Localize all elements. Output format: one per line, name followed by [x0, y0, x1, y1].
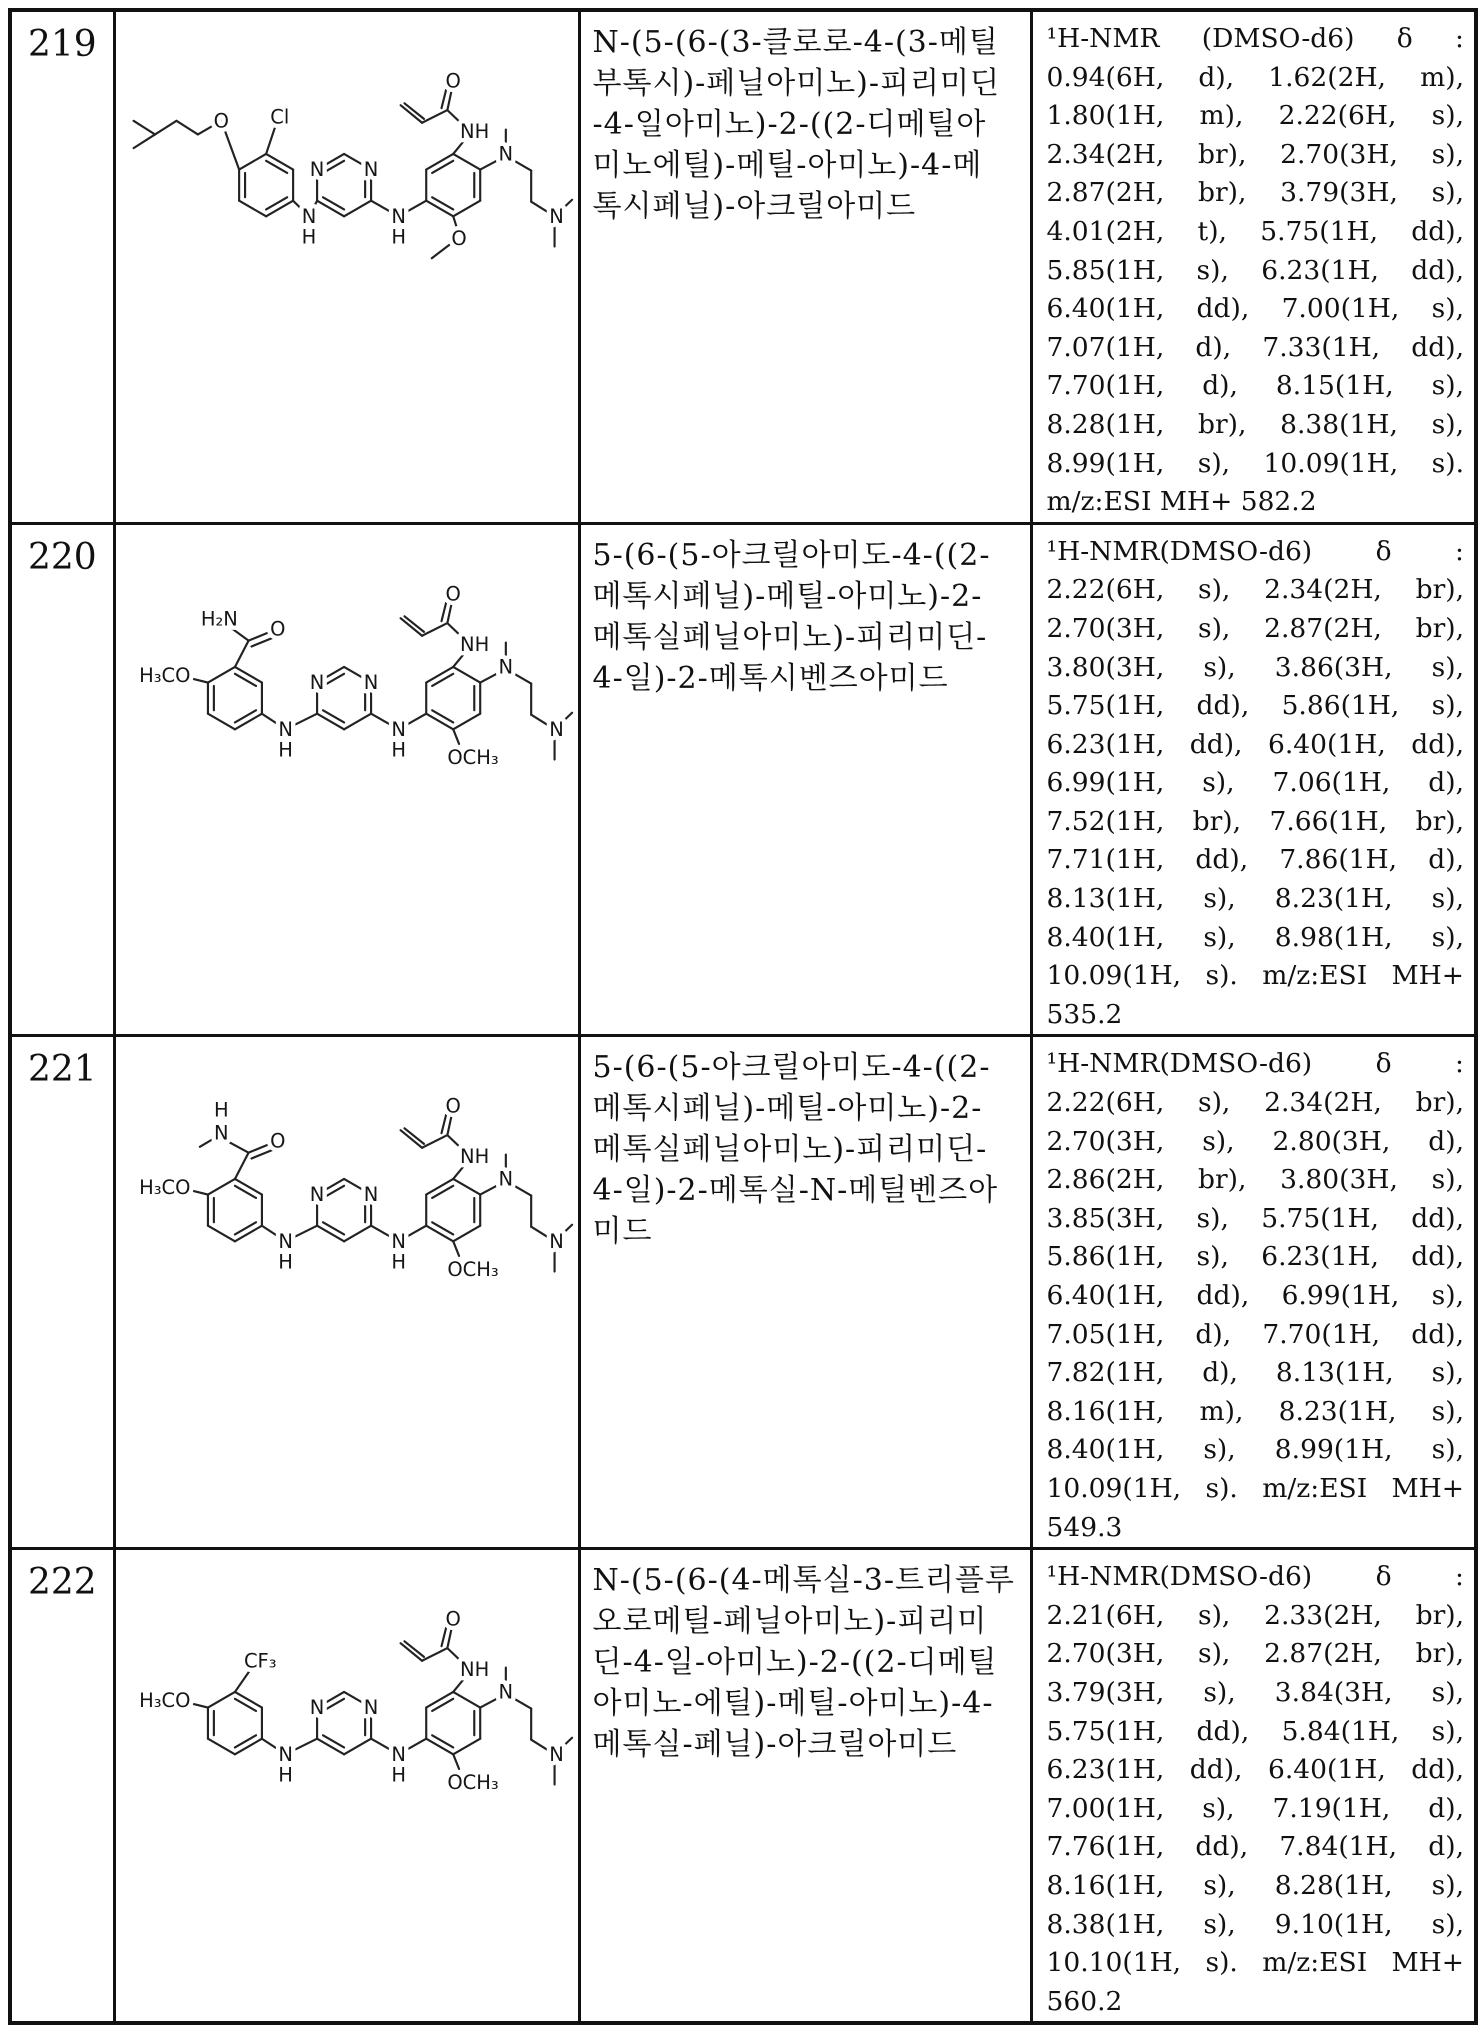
- nmr-data: [1033, 1550, 1475, 2021]
- atom-label: H₂N: [200, 607, 238, 631]
- text-line: 4.01(2H, t), 5.75(1H, dd),: [1046, 215, 1464, 247]
- patent-compound-table-page: [8, 8, 1474, 2017]
- table-row: [10, 1036, 1476, 1549]
- text-line: 549.3: [1046, 1511, 1123, 1543]
- atom-label: N: [498, 655, 513, 679]
- compound-number: 219: [28, 24, 97, 65]
- compound-name: [581, 1550, 1030, 1765]
- text-line: 3.85(3H, s), 5.75(1H, dd),: [1046, 1202, 1464, 1234]
- structure-cell: [116, 1550, 578, 1818]
- text-line: 2.34(2H, br), 2.70(3H, s),: [1046, 138, 1464, 170]
- text-line: 560.2: [1046, 1985, 1123, 2017]
- text-line: 4-일)-2-메톡실-N-메틸벤즈아: [592, 1173, 999, 1209]
- text-line: 8.38(1H, s), 9.10(1H, s),: [1046, 1908, 1464, 1940]
- atom-label: NH: [459, 120, 489, 144]
- atom-label: H₃CO: [138, 663, 190, 687]
- chemical-structure-drawing: [118, 1562, 576, 1818]
- atom-label: N: [309, 158, 324, 182]
- text-line: 5.75(1H, dd), 5.84(1H, s),: [1046, 1715, 1464, 1747]
- atom-label: N: [548, 1742, 564, 1766]
- text-line: 7.05(1H, d), 7.70(1H, dd),: [1046, 1318, 1464, 1350]
- atom-label: H: [390, 1763, 406, 1787]
- atom-label: NH: [459, 1145, 489, 1169]
- atom-label: N: [213, 1122, 229, 1146]
- table-row: [10, 1549, 1476, 2024]
- atom-label: OCH₃: [446, 1771, 499, 1795]
- atom-label: N: [548, 1230, 564, 1254]
- atom-label: H₃CO: [138, 1689, 190, 1713]
- compound-number: 221: [28, 1049, 97, 1091]
- structure-cell: [116, 1037, 578, 1305]
- atom-label: CF₃: [243, 1649, 277, 1673]
- text-line: 아미노-에틸)-메틸-아미노)-4-: [592, 1686, 994, 1722]
- atom-label: H: [390, 225, 406, 249]
- atom-label: H: [213, 1098, 229, 1122]
- text-line: 딘-4-일-아미노)-2-((2-디메틸: [592, 1645, 998, 1681]
- compound-number: 222: [28, 1562, 97, 1604]
- atom-label: N: [309, 1696, 324, 1720]
- nmr-data: [1033, 12, 1475, 522]
- text-line: 8.99(1H, s), 10.09(1H, s).: [1046, 447, 1464, 479]
- atom-label: N: [363, 158, 378, 182]
- table-row: [10, 10, 1476, 523]
- text-line: 6.23(1H, dd), 6.40(1H, dd),: [1046, 1754, 1464, 1786]
- text-line: 2.87(2H, br), 3.79(3H, s),: [1046, 177, 1464, 209]
- text-line: ¹H-NMR(DMSO-d6) δ :: [1046, 1561, 1464, 1593]
- atom-label: N: [548, 717, 564, 741]
- atom-label: N: [277, 1742, 293, 1766]
- atom-label: H: [277, 1763, 293, 1787]
- text-line: 7.76(1H, dd), 7.84(1H, d),: [1046, 1831, 1464, 1863]
- atom-label: N: [548, 204, 564, 228]
- nmr-data: [1033, 525, 1475, 1035]
- text-line: 535.2: [1046, 998, 1123, 1030]
- atom-label: O: [269, 617, 285, 641]
- atom-label: O: [445, 1094, 461, 1118]
- text-line: 7.71(1H, dd), 7.86(1H, d),: [1046, 844, 1464, 876]
- atom-label: N: [277, 1230, 293, 1254]
- text-line: 8.16(1H, s), 8.28(1H, s),: [1046, 1869, 1464, 1901]
- text-line: 메톡시페닐)-메틸-아미노)-2-: [592, 578, 983, 614]
- text-line: 7.82(1H, d), 8.13(1H, s),: [1046, 1357, 1464, 1389]
- chemical-structure-drawing: [118, 24, 576, 280]
- atom-label: Cl: [269, 105, 289, 129]
- chemical-structure-drawing: [118, 1049, 576, 1305]
- atom-label: N: [498, 1167, 513, 1191]
- text-line: -4-일아미노)-2-((2-디메틸아: [592, 107, 987, 142]
- atom-label: N: [363, 1183, 378, 1207]
- atom-label: NH: [459, 1658, 489, 1682]
- text-line: ¹H-NMR(DMSO-d6) δ :: [1046, 535, 1464, 567]
- atom-label: H: [301, 225, 316, 249]
- text-line: 6.40(1H, dd), 7.00(1H, s),: [1046, 293, 1464, 325]
- text-line: 4-일)-2-메톡시벤즈아미드: [592, 660, 949, 696]
- atom-label: O: [269, 1129, 285, 1153]
- atom-label: OCH₃: [446, 1258, 499, 1282]
- atom-label: O: [445, 1607, 461, 1631]
- atom-label: N: [390, 717, 406, 741]
- text-line: 2.70(3H, s), 2.87(2H, br),: [1046, 1638, 1464, 1670]
- structure-cell: [116, 525, 578, 793]
- text-line: 톡시페닐)-아크릴아미드: [592, 189, 917, 224]
- text-line: 10.09(1H, s). m/z:ESI MH+: [1046, 960, 1464, 992]
- atom-label: N: [277, 717, 293, 741]
- atom-label: N: [301, 204, 316, 228]
- atom-label: O: [450, 227, 467, 251]
- atom-label: O: [445, 69, 461, 93]
- atom-label: N: [390, 1742, 406, 1766]
- atom-label: O: [213, 109, 229, 133]
- text-line: 메톡실-페닐)-아크릴아미드: [592, 1727, 958, 1763]
- compound-name: [581, 525, 1030, 699]
- text-line: 8.16(1H, m), 8.23(1H, s),: [1046, 1395, 1464, 1427]
- atom-label: H: [277, 1250, 293, 1274]
- atom-label: N: [498, 1680, 513, 1704]
- atom-label: N: [363, 1696, 378, 1720]
- text-line: 7.07(1H, d), 7.33(1H, dd),: [1046, 331, 1464, 363]
- structure-cell: [116, 12, 578, 280]
- compound-name: [581, 1037, 1030, 1252]
- text-line: 5-(6-(5-아크릴아미도-4-((2-: [592, 1050, 991, 1086]
- text-line: 8.40(1H, s), 8.98(1H, s),: [1046, 921, 1464, 953]
- atom-label: N: [363, 670, 378, 694]
- text-line: N-(5-(6-(4-메톡실-3-트리플루: [592, 1563, 1015, 1599]
- text-line: 5.75(1H, dd), 5.86(1H, s),: [1046, 690, 1464, 722]
- text-line: 10.09(1H, s). m/z:ESI MH+: [1046, 1472, 1464, 1504]
- text-line: ¹H-NMR (DMSO-d6) δ :: [1046, 23, 1464, 54]
- text-line: 5.85(1H, s), 6.23(1H, dd),: [1046, 254, 1464, 286]
- table-row: [10, 523, 1476, 1036]
- text-line: 8.28(1H, br), 8.38(1H, s),: [1046, 408, 1464, 440]
- text-line: 6.99(1H, s), 7.06(1H, d),: [1046, 767, 1464, 799]
- text-line: 7.52(1H, br), 7.66(1H, br),: [1046, 805, 1464, 837]
- text-line: 메톡시페닐)-메틸-아미노)-2-: [592, 1091, 983, 1127]
- text-line: m/z:ESI MH+ 582.2: [1046, 486, 1317, 518]
- atom-label: H: [277, 737, 293, 761]
- compound-number: 220: [28, 536, 97, 578]
- text-line: 7.70(1H, d), 8.15(1H, s),: [1046, 370, 1464, 402]
- text-line: 3.80(3H, s), 3.86(3H, s),: [1046, 651, 1464, 683]
- text-line: 2.22(6H, s), 2.34(2H, br),: [1046, 1087, 1464, 1119]
- text-line: 2.22(6H, s), 2.34(2H, br),: [1046, 574, 1464, 606]
- atom-label: N: [390, 204, 406, 228]
- text-line: 0.94(6H, d), 1.62(2H, m),: [1046, 61, 1464, 93]
- atom-label: O: [445, 582, 461, 606]
- text-line: 6.23(1H, dd), 6.40(1H, dd),: [1046, 728, 1464, 760]
- text-line: 5-(6-(5-아크릴아미도-4-((2-: [592, 537, 991, 573]
- text-line: 6.40(1H, dd), 6.99(1H, s),: [1046, 1280, 1464, 1311]
- nmr-data: [1033, 1037, 1475, 1547]
- text-line: 5.86(1H, s), 6.23(1H, dd),: [1046, 1241, 1464, 1273]
- text-line: N-(5-(6-(3-클로로-4-(3-메틸: [592, 25, 999, 60]
- text-line: 2.21(6H, s), 2.33(2H, br),: [1046, 1599, 1464, 1631]
- text-line: 부톡시)-페닐아미노)-피리미딘: [592, 66, 1000, 101]
- atom-label: H: [390, 737, 406, 761]
- text-line: 메톡실페닐아미노)-피리미딘-: [592, 1132, 988, 1168]
- text-line: 10.10(1H, s). m/z:ESI MH+: [1046, 1947, 1464, 1979]
- text-line: ¹H-NMR(DMSO-d6) δ :: [1046, 1048, 1464, 1080]
- atom-label: OCH₃: [446, 745, 499, 769]
- text-line: 오로메틸-페닐아미노)-피리미: [592, 1604, 988, 1640]
- text-line: 미드: [592, 1214, 653, 1250]
- atom-label: N: [309, 1183, 324, 1207]
- atom-label: H: [390, 1250, 406, 1274]
- text-line: 7.00(1H, s), 7.19(1H, d),: [1046, 1792, 1464, 1824]
- text-line: 2.86(2H, br), 3.80(3H, s),: [1046, 1164, 1464, 1196]
- atom-label: H₃CO: [138, 1176, 190, 1200]
- atom-label: N: [390, 1230, 406, 1254]
- text-line: 미노에틸)-메틸-아미노)-4-메: [592, 148, 983, 183]
- atom-label: N: [498, 142, 513, 166]
- text-line: 2.70(3H, s), 2.87(2H, br),: [1046, 612, 1464, 644]
- atom-label: N: [309, 670, 324, 694]
- text-line: 2.70(3H, s), 2.80(3H, d),: [1046, 1125, 1464, 1157]
- compound-name: [581, 12, 1030, 227]
- text-line: 메톡실페닐아미노)-피리미딘-: [592, 619, 988, 655]
- text-line: 8.40(1H, s), 8.99(1H, s),: [1046, 1434, 1464, 1466]
- compound-table: [8, 8, 1478, 2025]
- text-line: 1.80(1H, m), 2.22(6H, s),: [1046, 100, 1464, 132]
- chemical-structure-drawing: [118, 537, 576, 793]
- text-line: 8.13(1H, s), 8.23(1H, s),: [1046, 883, 1464, 915]
- text-line: 3.79(3H, s), 3.84(3H, s),: [1046, 1676, 1464, 1708]
- atom-label: NH: [459, 632, 489, 656]
